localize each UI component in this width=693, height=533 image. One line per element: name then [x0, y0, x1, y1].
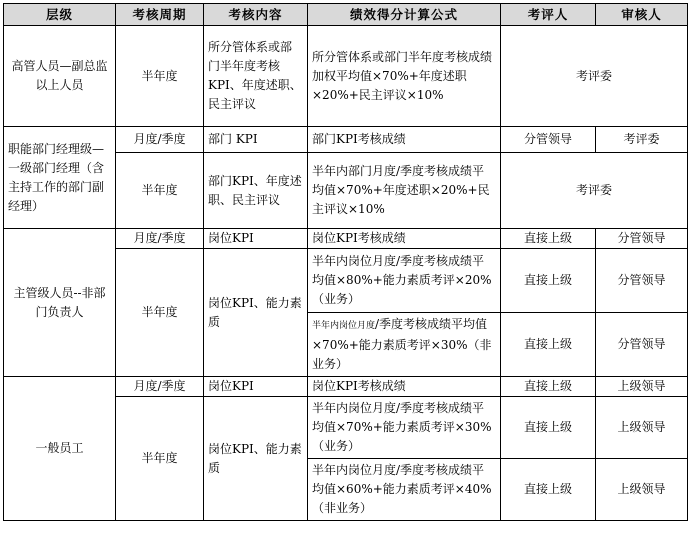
period-cell: 半年度: [116, 249, 204, 377]
content-cell: 岗位KPI、能力素质: [204, 397, 308, 521]
table-row: [4, 127, 688, 153]
evaluator-cell: 直接上级: [501, 397, 596, 459]
header-period: 考核周期: [116, 4, 204, 26]
formula-text: /季度考核成绩平均值×70%+能力素质考评×30%（非业务）: [312, 317, 492, 371]
formula-cell: 半年内部门月度/季度考核成绩平均值×70%+年度述职×20%+民主评议×10%: [308, 153, 501, 229]
performance-appraisal-table: [3, 3, 688, 521]
formula-cell: 半年内岗位月度/季度考核成绩平均值×60%+能力素质考评×40%（非业务）: [308, 459, 501, 521]
formula-cell: 岗位KPI考核成绩: [308, 377, 501, 397]
reviewer-cell: 分管领导: [596, 249, 688, 313]
evaluator-cell: 直接上级: [501, 459, 596, 521]
content-cell: 部门KPI、年度述职、民主评议: [204, 153, 308, 229]
level-cell: 主管级人员--非部门负责人: [4, 229, 116, 377]
content-cell: 岗位KPI、能力素质: [204, 249, 308, 377]
header-formula: 绩效得分计算公式: [308, 4, 501, 26]
content-cell: 岗位KPI: [204, 229, 308, 249]
evaluator-reviewer-merged-cell: 考评委: [501, 26, 688, 127]
content-cell: 岗位KPI: [204, 377, 308, 397]
level-cell: 高管人员—副总监以上人员: [4, 26, 116, 127]
formula-cell: 岗位KPI考核成绩: [308, 229, 501, 249]
period-cell: 半年度: [116, 153, 204, 229]
formula-lead-text: 半年内岗位月度: [312, 321, 376, 331]
content-cell: 部门 KPI: [204, 127, 308, 153]
reviewer-cell: 考评委: [596, 127, 688, 153]
period-cell: 半年度: [116, 26, 204, 127]
evaluator-cell: 直接上级: [501, 377, 596, 397]
evaluator-cell: 分管领导: [501, 127, 596, 153]
reviewer-cell: 分管领导: [596, 229, 688, 249]
content-cell: 所分管体系或部门半年度考核KPI、年度述职、民主评议: [204, 26, 308, 127]
period-cell: 半年度: [116, 397, 204, 521]
evaluator-cell: 直接上级: [501, 249, 596, 313]
level-cell: 一般员工: [4, 377, 116, 521]
header-row: [4, 4, 688, 26]
reviewer-cell: 上级领导: [596, 397, 688, 459]
table-row: [4, 26, 688, 127]
period-cell: 月度/季度: [116, 127, 204, 153]
reviewer-cell: 分管领导: [596, 313, 688, 377]
table-row: [4, 377, 688, 397]
header-reviewer: 审核人: [596, 4, 688, 26]
period-cell: 月度/季度: [116, 229, 204, 249]
header-content: 考核内容: [204, 4, 308, 26]
evaluator-reviewer-merged-cell: 考评委: [501, 153, 688, 229]
reviewer-cell: 上级领导: [596, 459, 688, 521]
formula-cell: 所分管体系或部门半年度考核成绩加权平均值×70%+年度述职×20%+民主评议×10%: [308, 26, 501, 127]
table-row: [4, 229, 688, 249]
evaluator-cell: 直接上级: [501, 313, 596, 377]
formula-cell: 半年内岗位月度/季度考核成绩平均值×70%+能力素质考评×30%（业务）: [308, 397, 501, 459]
evaluator-cell: 直接上级: [501, 229, 596, 249]
reviewer-cell: 上级领导: [596, 377, 688, 397]
header-evaluator: 考评人: [501, 4, 596, 26]
formula-cell: [308, 313, 501, 377]
level-cell: 职能部门经理级—一级部门经理（含主持工作的部门副经理）: [4, 127, 116, 229]
formula-cell: 半年内岗位月度/季度考核成绩平均值×80%+能力素质考评×20%（业务）: [308, 249, 501, 313]
header-level: 层级: [4, 4, 116, 26]
period-cell: 月度/季度: [116, 377, 204, 397]
formula-cell: 部门KPI考核成绩: [308, 127, 501, 153]
